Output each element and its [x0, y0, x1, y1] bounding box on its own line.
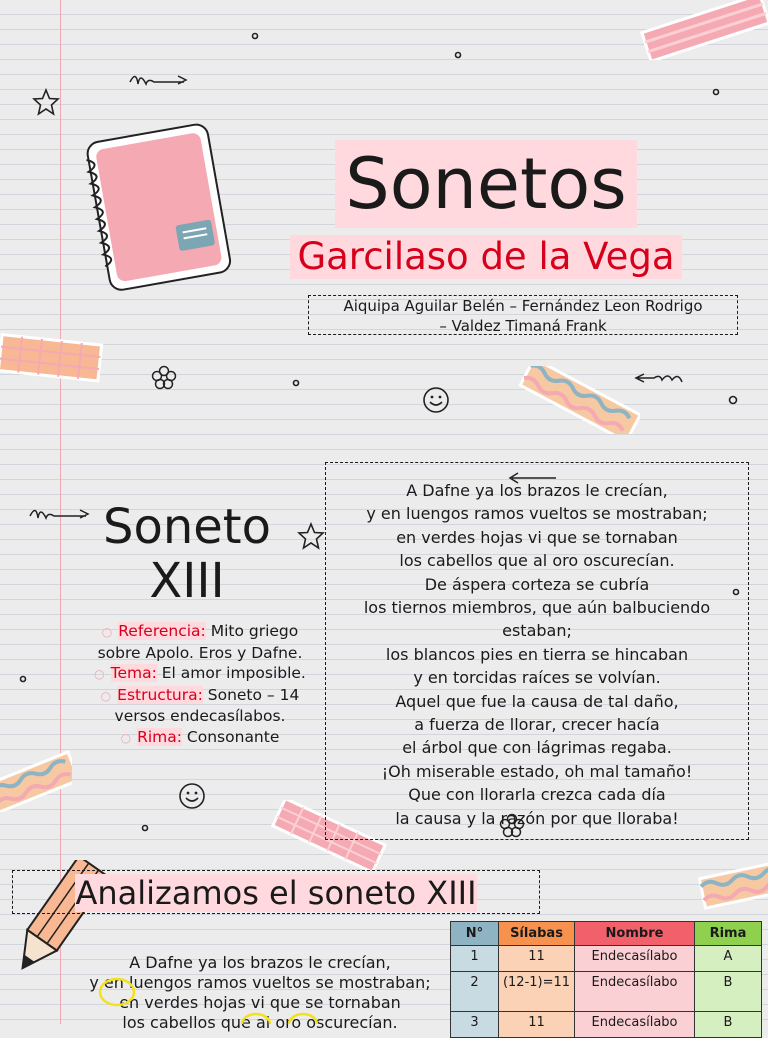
poem-line: la causa y la razón por que lloraba! [395, 808, 679, 828]
list-item [80, 727, 320, 749]
poem-line: A Dafne ya los brazos le crecían, [129, 953, 391, 972]
detail-label: Referencia: [118, 622, 206, 640]
list-item [80, 685, 320, 727]
poem-line: el árbol que con lágrimas regaba. [402, 738, 672, 758]
bullet-icon: ○ [101, 625, 113, 639]
analysis-title: Analizamos el soneto XIII [75, 874, 477, 912]
authors-line: – Valdez Timaná Frank [439, 317, 607, 335]
table-cell: 2 [451, 972, 499, 1012]
page-title: Sonetos [335, 140, 637, 228]
poem-line: y en luengos ramos vueltos se mostraban; [89, 973, 431, 992]
poem-box [325, 462, 749, 840]
poem-line: De áspera corteza se cubría [424, 574, 650, 594]
table-header: Sílabas [499, 922, 575, 946]
list-item [80, 621, 320, 663]
table-cell: 1 [451, 946, 499, 972]
analysis-title-box [12, 870, 540, 914]
section-title-line: XIII [149, 553, 225, 609]
poem-line: Aquel que fue la causa de tal daño, [395, 691, 679, 711]
poem-line: en verdes hojas vi que se tornaban [119, 993, 401, 1012]
table-header: N° [451, 922, 499, 946]
poem-line: y en luengos ramos vueltos se mostraban; [366, 504, 708, 524]
table-row [451, 1012, 762, 1038]
poem-line: los cabellos que al oro oscurecían. [399, 551, 675, 571]
detail-label: Rima: [137, 727, 182, 746]
sonnet-details-list [80, 621, 320, 748]
bullet-icon: ○ [100, 688, 112, 703]
detail-label: Estructura: [117, 685, 203, 704]
authors-line: Aiquipa Aguilar Belén – Fernández Leon Rodrigo [343, 297, 703, 315]
poem-line: Que con llorarla crezca cada día [408, 785, 666, 805]
table-cell: 11 [499, 946, 575, 972]
table-header-row [451, 922, 762, 946]
table-cell: Endecasílabo [575, 1012, 695, 1038]
detail-value: Consonante [182, 727, 280, 746]
poem-line: en verdes hojas vi que se tornaban [396, 527, 678, 547]
table-cell: (12-1)=11 [499, 972, 575, 1012]
list-item [80, 663, 320, 685]
section-title-line: Soneto [103, 499, 271, 555]
syllable-table [450, 921, 762, 1038]
bullet-icon: ○ [120, 730, 132, 745]
detail-value: Mito griego sobre Apolo. Eros y Dafne. [97, 622, 303, 662]
poem-line: estaban; [502, 621, 572, 641]
poem-line: los cabellos que al oro oscurecían. [122, 1013, 398, 1032]
yellow-circle-annotations [96, 975, 326, 1024]
table-cell: A [695, 946, 762, 972]
authors-box [308, 295, 738, 335]
table-cell: B [695, 972, 762, 1012]
poem-line: ¡Oh miserable estado, oh mal tamaño! [381, 761, 693, 781]
table-row [451, 972, 762, 1012]
table-cell: Endecasílabo [575, 946, 695, 972]
table-cell: B [695, 1012, 762, 1038]
detail-value: El amor imposible. [156, 664, 306, 682]
section-title [92, 500, 282, 608]
table-header: Nombre [575, 922, 695, 946]
bullet-icon: ○ [94, 667, 105, 681]
table-cell: 11 [499, 1012, 575, 1038]
author-subtitle: Garcilaso de la Vega [290, 235, 682, 279]
table-header: Rima [695, 922, 762, 946]
detail-label: Tema: [110, 664, 157, 682]
table-cell: Endecasílabo [575, 972, 695, 1012]
table-cell: 3 [451, 1012, 499, 1038]
poem-line: los blancos pies en tierra se hincaban [385, 644, 689, 664]
poem-line: los tiernos miembros, que aún balbuciendo [363, 598, 711, 618]
poem-line: y en torcidas raíces se volvían. [413, 668, 661, 688]
poem-line: a fuerza de llorar, crecer hacía [414, 715, 660, 735]
detail-value: Soneto – 14 versos endecasílabos. [114, 685, 300, 725]
poem-line: A Dafne ya los brazos le crecían, [406, 481, 668, 500]
table-row [451, 946, 762, 972]
